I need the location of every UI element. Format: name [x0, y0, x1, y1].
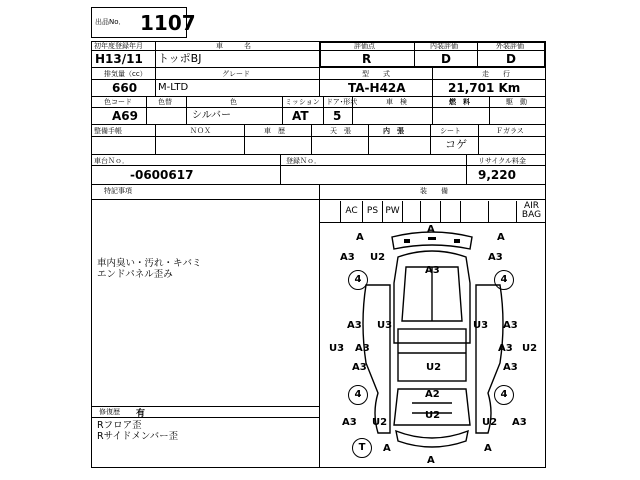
- seat-value: コゲ: [445, 138, 467, 151]
- equipment-cell: AIR BAG: [516, 201, 546, 222]
- grade-label: グレード: [222, 70, 250, 78]
- recycle-label: リサイクル料金: [478, 157, 527, 165]
- damage-mark: A3: [340, 252, 355, 263]
- sunroof-label: 天 張: [330, 127, 351, 135]
- equipment-cell: [440, 201, 460, 222]
- damage-mark: A3: [425, 265, 440, 276]
- mission-label: ミッション: [285, 98, 320, 106]
- score-label: 評価点: [354, 42, 375, 50]
- damage-mark: U2: [425, 410, 441, 421]
- equipment-cell: [420, 201, 440, 222]
- damage-mark: A3: [503, 362, 518, 373]
- damage-mark: A: [427, 224, 435, 235]
- manual-label: 整備手帳: [94, 127, 122, 135]
- history-label: 車 歴: [264, 127, 285, 135]
- equipment-label: 装 備: [420, 187, 448, 195]
- damage-mark: U2: [426, 362, 442, 373]
- displacement: 660: [112, 81, 138, 95]
- damage-mark: U2: [522, 343, 538, 354]
- repair-history-label: 修復歴: [99, 408, 120, 416]
- interior-trim-label: 内 張: [383, 127, 404, 135]
- repair-line: Rフロア歪: [97, 420, 142, 431]
- tire-tread-circle: 4: [348, 270, 368, 290]
- damage-mark: A: [356, 232, 364, 243]
- model-label: 型 式: [362, 70, 390, 78]
- inspection-label: 車 検: [386, 98, 407, 106]
- repair-line: Rサイドメンバー歪: [97, 431, 179, 442]
- score: R: [362, 52, 372, 66]
- damage-mark: A3: [342, 417, 357, 428]
- equipment-cell: [402, 201, 420, 222]
- spare-tire-circle: T: [352, 438, 372, 458]
- damage-mark: U3: [473, 320, 489, 331]
- color-change-label: 色替: [158, 98, 172, 106]
- damage-mark: A3: [352, 362, 367, 373]
- repair-history-value: 有: [136, 409, 146, 419]
- color: シルバー: [192, 110, 232, 121]
- damage-mark: A3: [503, 320, 518, 331]
- lot-number-box: [91, 7, 196, 38]
- model-code: TA-H42A: [348, 81, 406, 95]
- interior-score: D: [441, 52, 451, 66]
- remark-line: エンドパネル歪み: [97, 269, 173, 280]
- equipment-cell: PS: [362, 201, 382, 222]
- displacement-label: 排気量（cc）: [104, 70, 147, 78]
- damage-mark: A: [383, 443, 391, 454]
- exterior-score-label: 外装評価: [496, 42, 524, 50]
- mileage-label: 走 行: [482, 70, 510, 78]
- tire-tread-circle: 4: [494, 270, 514, 290]
- tire-tread-circle: 4: [348, 385, 368, 405]
- damage-mark: A3: [347, 320, 362, 331]
- damage-mark: A3: [512, 417, 527, 428]
- year-label: 初年度登録年月: [94, 42, 143, 50]
- damage-mark: A3: [488, 252, 503, 263]
- equipment-cell: AC: [340, 201, 362, 222]
- remark-line: 車内臭い・汚れ・キバミ: [97, 258, 202, 269]
- damage-mark: A: [484, 443, 492, 454]
- damage-mark: U2: [372, 417, 388, 428]
- chassis-number: -0600617: [130, 168, 194, 182]
- equipment-cell: PW: [382, 201, 402, 222]
- damage-mark: U3: [329, 343, 345, 354]
- glass-label: Ｆガラス: [496, 127, 524, 135]
- seat-label: シート: [440, 127, 461, 135]
- color-code: A69: [112, 109, 138, 123]
- remarks-label: 特記事項: [104, 187, 132, 195]
- color-code-label: 色コード: [104, 98, 132, 106]
- equipment-cell: [460, 201, 488, 222]
- car-name: トッポBJ: [158, 52, 202, 65]
- grade: M-LTD: [158, 82, 189, 93]
- repair-text: [97, 420, 178, 442]
- damage-mark: A2: [425, 389, 440, 400]
- chassis-label: 車台Ｎｏ．: [94, 157, 129, 165]
- damage-mark: U2: [370, 252, 386, 263]
- first-registration: H13/11: [95, 52, 143, 66]
- mileage: 21,701 Km: [448, 81, 521, 95]
- damage-mark: U2: [482, 417, 498, 428]
- drive-label: 駆 動: [506, 98, 527, 106]
- lot-number: 1107: [140, 11, 196, 35]
- equipment-cell: [488, 201, 516, 222]
- doors-label: ドア･形状: [326, 98, 358, 106]
- mission: AT: [292, 109, 309, 123]
- recycle-fee: 9,220: [478, 168, 516, 182]
- doors: 5: [333, 109, 342, 123]
- remarks-text: [97, 258, 202, 280]
- fuel-label: 燃 料: [449, 98, 470, 106]
- damage-mark: A3: [498, 343, 513, 354]
- registration-label: 登録Ｎｏ．: [286, 157, 321, 165]
- color-label: 色: [230, 98, 237, 106]
- damage-mark: U3: [377, 320, 393, 331]
- interior-score-label: 内装評価: [430, 42, 458, 50]
- damage-mark: A: [427, 455, 435, 466]
- tire-tread-circle: 4: [494, 385, 514, 405]
- car-name-label: 車 名: [216, 42, 251, 50]
- lot-number-label: 出品No．: [95, 18, 126, 26]
- damage-mark: A: [497, 232, 505, 243]
- damage-mark: A3: [355, 343, 370, 354]
- exterior-score: D: [506, 52, 516, 66]
- nox-label: ＮＯＸ: [190, 127, 211, 135]
